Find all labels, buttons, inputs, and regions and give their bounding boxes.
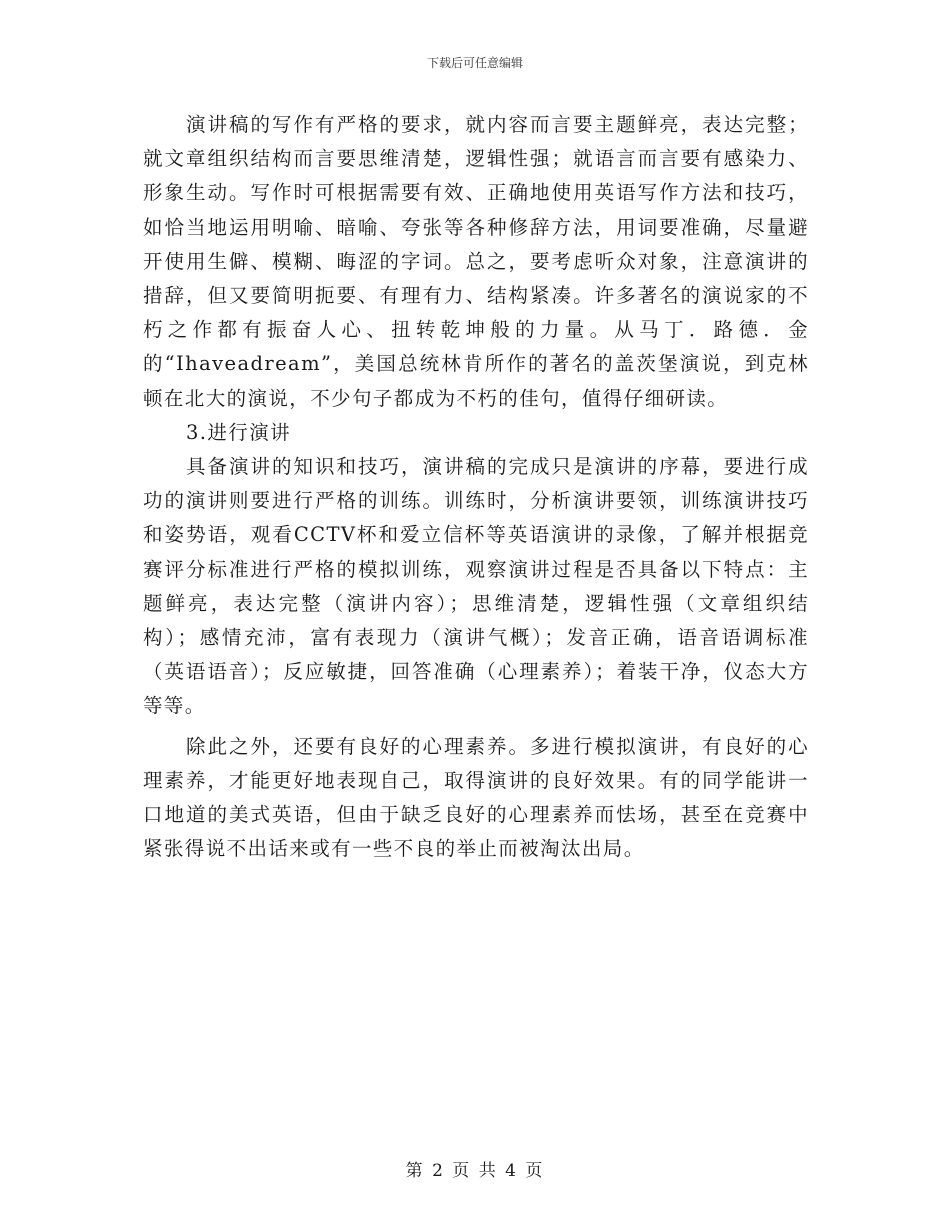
section-heading: 3.进行演讲 — [186, 420, 292, 444]
paragraph-speech-writing: 演讲稿的写作有严格的要求，就内容而言要主题鲜亮，表达完整；就文章组织结构而言要思维清楚，逻辑性强；就语言而言要有感染力、形象生动。写作时可根据需要有效、正确地使用英语写作方法和技巧，如恰当地运用明喻、暗喻、夸张等各种修辞方法，用词要准确，尽量避开使用生僻、模糊、晦涩的字词。总之，要考虑听众对象，注意演讲的措辞，但又要简明扼要、有理有力、结构紧凑。许多著名的演说家的不朽之作都有振奋人心、扭转乾坤般的力量。从马丁．路德．金的“Ihaveadream”，美国总统林肯所作的著名的盖茨堡演说，到克林顿在北大的演说，不少句子都成为不朽的佳句，值得仔细研读。 — [143, 113, 809, 410]
paragraph-speech-training: 具备演讲的知识和技巧，演讲稿的完成只是演讲的序幕，要进行成功的演讲则要进行严格的训练。训练时，分析演讲要领，训练演讲技巧和姿势语，观看CCTV杯和爱立信杯等英语演讲的录像，了解并根据竞赛评分标准进行严格的模拟训练，观察演讲过程是否具备以下特点：主题鲜亮，表达完整（演讲内容）；思维清楚，逻辑性强（文章组织结构）；感情充沛，富有表现力（演讲气概）；发音正确，语音语调标准（英语语音）；反应敏捷，回答准确（心理素养）；着装干净，仪态大方等等。 — [143, 455, 809, 718]
paragraph-psychological-quality: 除此之外，还要有良好的心理素养。多进行模拟演讲，有良好的心理素养，才能更好地表现自己，取得演讲的良好效果。有的同学能讲一口地道的美式英语，但由于缺乏良好的心理素养而怯场，甚至在竞赛中紧张得说不出话来或有一些不良的举止而被淘汰出局。 — [143, 734, 809, 861]
page-number-footer: 第 2 页 共 4 页 — [405, 1161, 545, 1181]
page-header: 下载后可任意编辑 — [426, 56, 523, 70]
document-body — [143, 108, 809, 866]
